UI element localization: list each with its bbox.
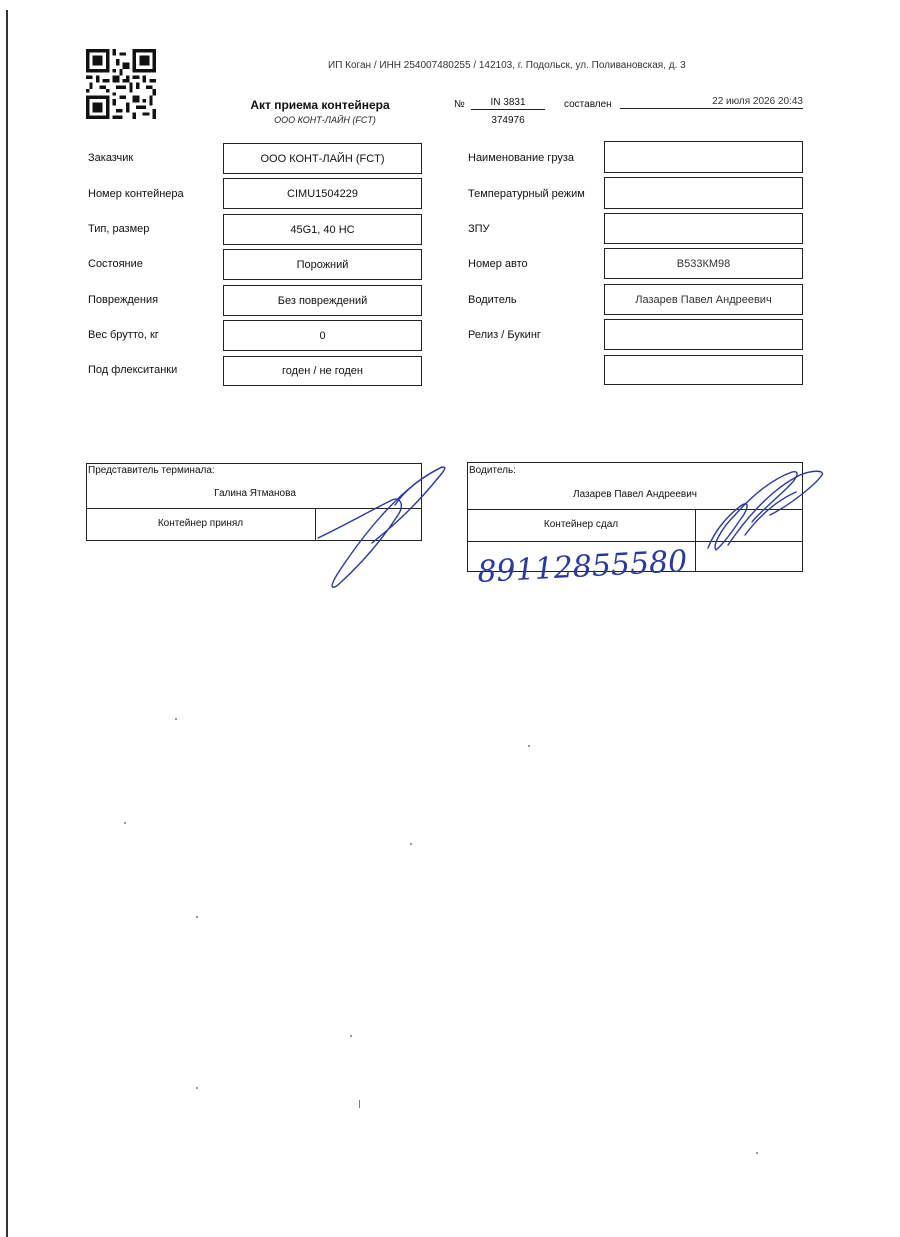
terminal-rep-name: Галина Ятманова: [214, 488, 296, 499]
terminal-rep-title: Представитель терминала:: [88, 465, 215, 476]
scan-speck: [196, 916, 198, 918]
field-label-condition: Состояние: [88, 258, 143, 270]
driver-table-divider: [467, 509, 803, 510]
scan-speck: [350, 1035, 352, 1037]
scan-speck: [359, 1100, 360, 1108]
field-label-gross-weight: Вес брутто, кг: [88, 329, 159, 341]
field-label-cargo-name: Наименование груза: [468, 152, 574, 164]
scan-speck: [124, 822, 126, 824]
scan-speck: [756, 1152, 758, 1154]
field-label-driver: Водитель: [468, 294, 517, 306]
driver-title: Водитель:: [469, 465, 516, 476]
field-value-customer: ООО КОНТ-ЛАЙН (FCT): [223, 143, 422, 174]
scan-speck: [175, 718, 177, 720]
scan-speck: [528, 745, 530, 747]
terminal-table-column-divider: [315, 508, 316, 541]
scan-speck: [410, 843, 412, 845]
field-value-extra: [604, 355, 803, 385]
issuer-line: ИП Коган / ИНН 254007480255 / 142103, г. Подольск, ул. Поливановская, д. 3: [328, 60, 686, 71]
composed-label: составлен: [564, 99, 612, 110]
scan-edge-line: [6, 10, 8, 1237]
driver-signature-table: [467, 462, 803, 572]
field-value-gross-weight: 0: [223, 320, 422, 351]
field-value-type-size: 45G1, 40 HC: [223, 214, 422, 245]
field-label-container-number: Номер контейнера: [88, 188, 184, 200]
document-title: Акт приема контейнера: [250, 98, 390, 112]
field-label-flexitank: Под флекситанки: [88, 364, 178, 376]
field-value-release-booking: [604, 319, 803, 350]
driver-phone-handwritten: 89112855580: [476, 544, 689, 590]
field-label-damages: Повреждения: [88, 294, 159, 306]
document-number-secondary: 374976: [491, 115, 525, 126]
composed-date: 22 июля 2026 20:43: [620, 96, 803, 109]
document-subtitle: ООО КОНТ-ЛАЙН (FCT): [274, 115, 376, 125]
field-value-cargo-name: [604, 141, 803, 173]
driver-action-label: Контейнер сдал: [543, 519, 619, 530]
field-label-customer: Заказчик: [88, 152, 134, 164]
field-value-seal: [604, 213, 803, 244]
field-label-temperature: Температурный режим: [468, 188, 585, 200]
document-number: IN 3831: [471, 97, 545, 110]
field-value-temperature: [604, 177, 803, 209]
field-label-release-booking: Релиз / Букинг: [468, 329, 541, 341]
field-value-damages: Без повреждений: [223, 285, 422, 316]
number-label: №: [454, 99, 465, 110]
field-label-type-size: Тип, размер: [88, 223, 150, 235]
qr-code-icon: [86, 49, 156, 119]
terminal-action-label: Контейнер принял: [157, 518, 244, 529]
driver-table-divider-2: [467, 541, 803, 542]
field-value-flexitank: годен / не годен: [223, 356, 422, 386]
driver-name: Лазарев Павел Андреевич: [573, 489, 697, 500]
field-value-vehicle-number: В533КМ98: [604, 248, 803, 279]
field-value-condition: Порожний: [223, 249, 422, 280]
field-value-container-number: CIMU1504229: [223, 178, 422, 209]
scan-speck: [196, 1087, 198, 1089]
terminal-table-divider: [86, 508, 422, 509]
driver-table-column-divider: [695, 509, 696, 572]
field-label-vehicle-number: Номер авто: [468, 258, 528, 270]
field-label-seal: ЗПУ: [468, 223, 490, 235]
field-value-driver: Лазарев Павел Андреевич: [604, 284, 803, 315]
